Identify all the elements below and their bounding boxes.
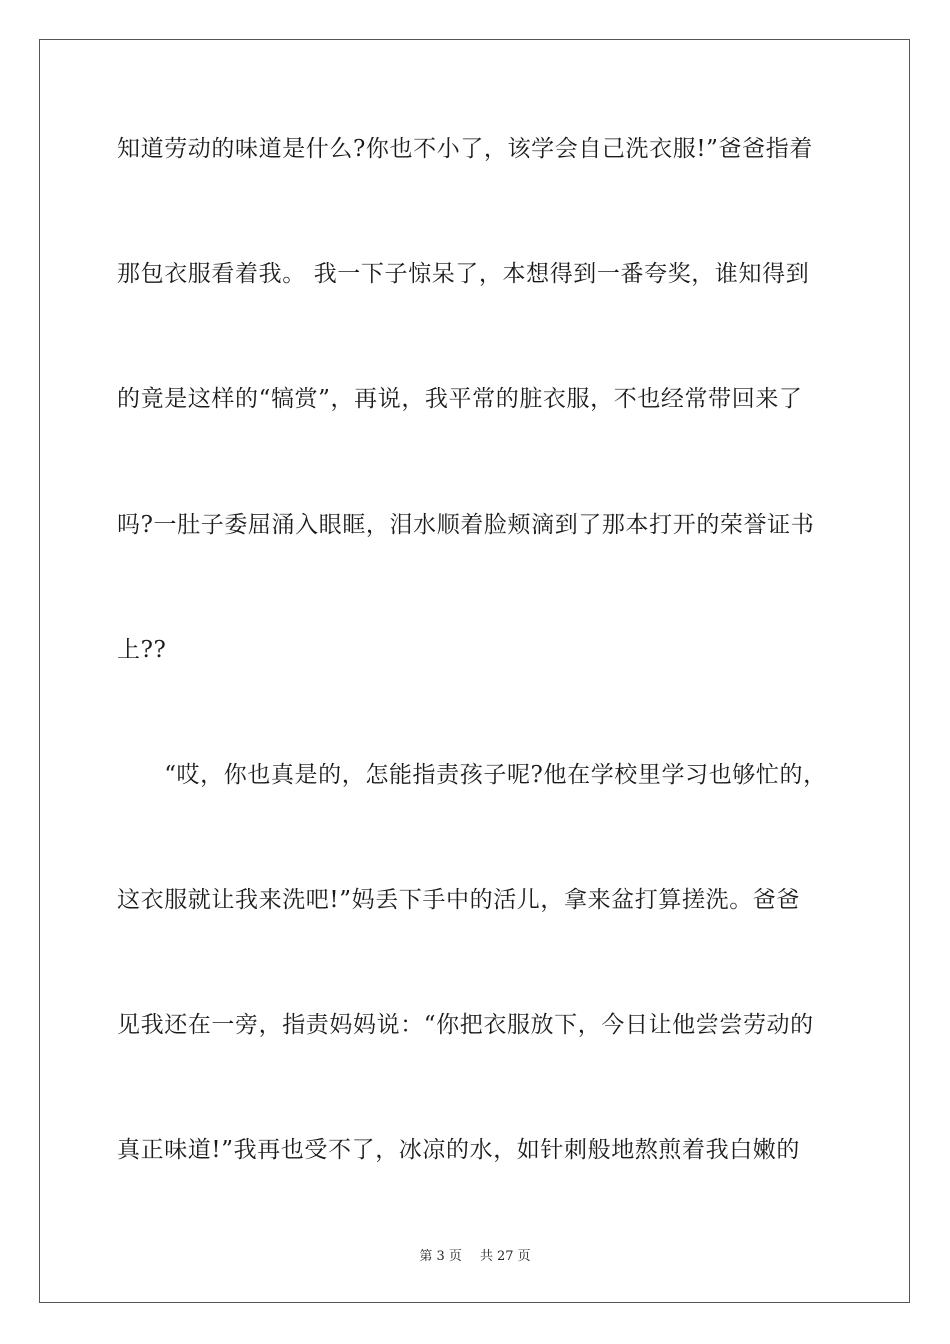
page-footer [0, 1248, 950, 1266]
current-page-number: 第 3 页 [419, 1249, 462, 1264]
text-line: 上?? [117, 637, 167, 663]
text-line: 这衣服就让我来洗吧!”妈丢下手中的活儿，拿来盆打算搓洗。爸爸 [117, 887, 801, 913]
text-line: 吗?一肚子委屈涌入眼眶，泪水顺着脸颊滴到了那本打开的荣誉证书 [117, 512, 815, 538]
text-line: 知道劳动的味道是什么?你也不小了，该学会自己洗衣服!”爸爸指着 [117, 136, 813, 162]
page-border [39, 39, 910, 1303]
text-line: 见我还在一旁，指责妈妈说：“你把衣服放下，今日让他尝尝劳动的 [117, 1012, 814, 1038]
text-line: “哎，你也真是的，怎能指责孩子呢?他在学校里学习也够忙的， [117, 762, 827, 788]
text-line: 的竟是这样的“犒赏”，再说，我平常的脏衣服，不也经常带回来了 [117, 386, 803, 412]
text-line: 真正味道!”我再也受不了，冰凉的水，如针刺般地熬煎着我白嫩的 [117, 1137, 801, 1163]
text-line: 那包衣服看着我。 我一下子惊呆了，本想得到一番夸奖，谁知得到 [117, 261, 810, 287]
total-page-count: 共 27 页 [479, 1249, 531, 1264]
